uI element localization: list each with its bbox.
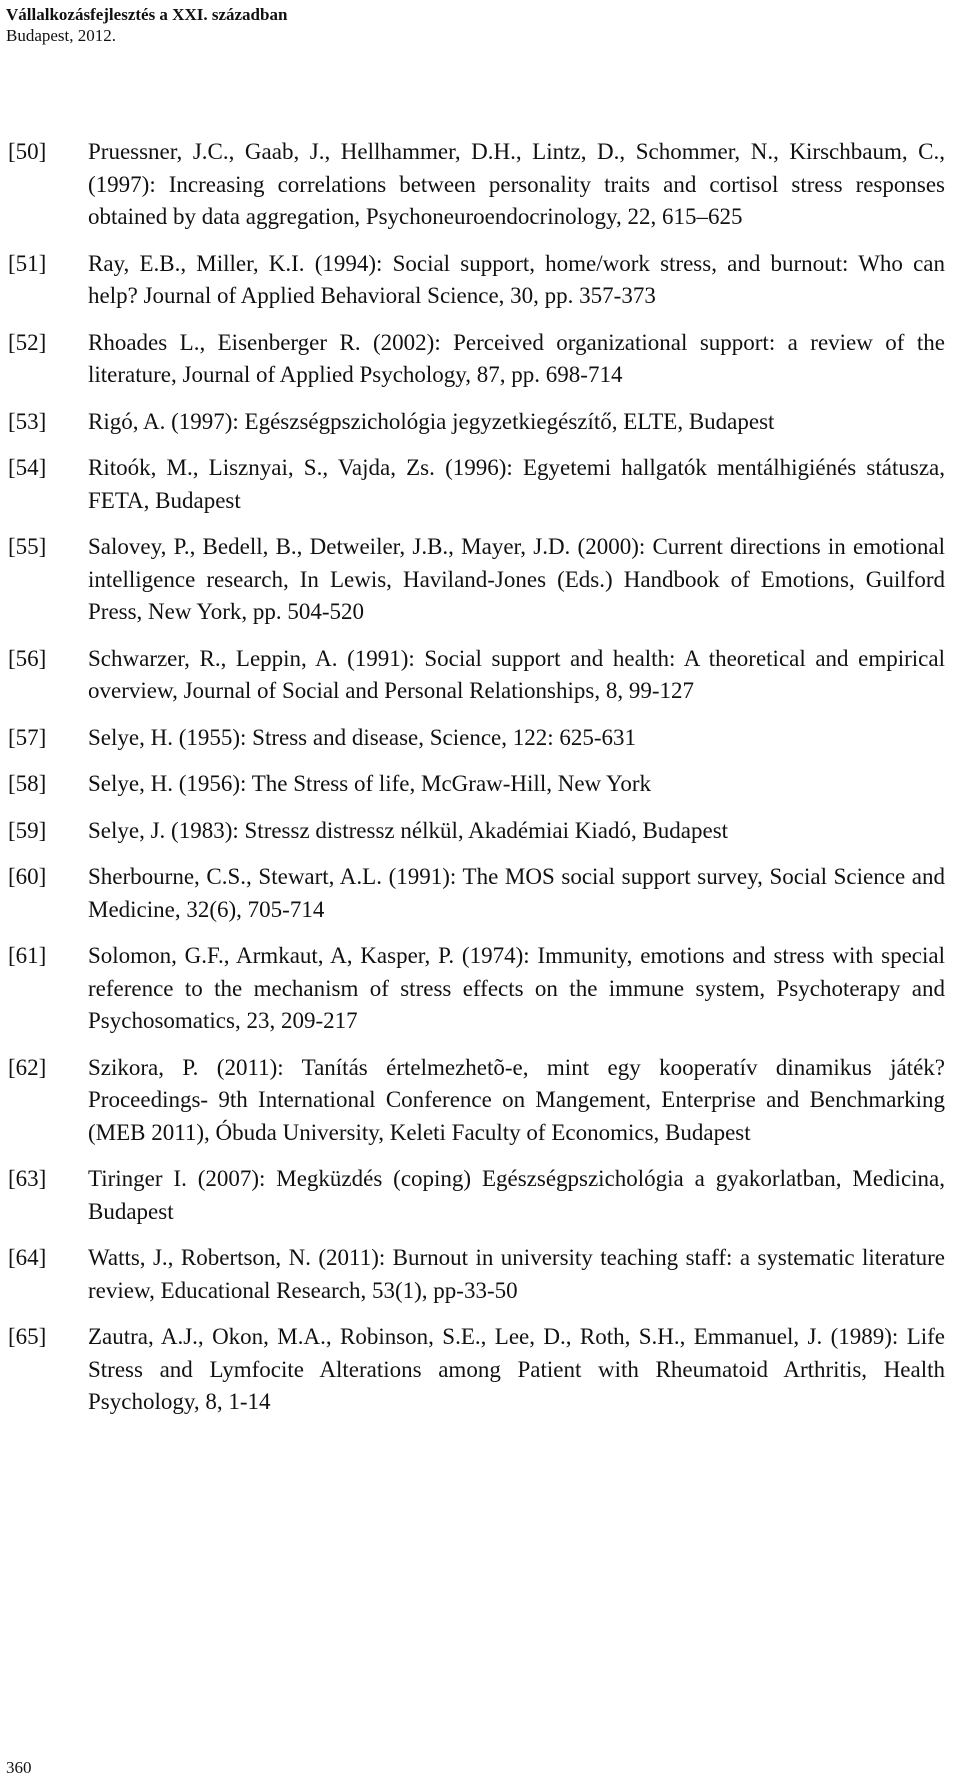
reference-item [8, 1321, 945, 1419]
reference-item [8, 722, 945, 755]
reference-number: [50] [8, 139, 47, 164]
header-title: Vállalkozásfejlesztés a XXI. században [6, 5, 288, 24]
reference-item [8, 940, 945, 1038]
reference-text: Selye, H. (1956): The Stress of life, McGraw-Hill, New York [88, 771, 651, 796]
reference-text: Watts, J., Robertson, N. (2011): Burnout in university teaching staff: a systematic literature review, Educational Research, 53(1), pp-33-50 [88, 1245, 945, 1303]
reference-item [8, 1163, 945, 1228]
reference-item [8, 327, 945, 392]
reference-item [8, 248, 945, 313]
reference-number: [53] [8, 408, 47, 434]
reference-number: [56] [8, 645, 47, 671]
reference-number: [63] [8, 1166, 47, 1191]
reference-number: [54] [8, 455, 47, 480]
reference-item [8, 1052, 945, 1150]
reference-number: [58] [8, 771, 47, 796]
reference-item [8, 768, 945, 801]
reference-text: Solomon, G.F., Armkaut, A, Kasper, P. (1974): Immunity, emotions and stress with special reference to the mechanism of stress effects on the immune system, Psychoterapy and Psychosomatics, 23, 209-217 [88, 943, 945, 1033]
reference-number: [57] [8, 724, 47, 750]
reference-item [8, 531, 945, 629]
reference-item [8, 452, 945, 517]
reference-list [8, 136, 945, 1433]
reference-number: [55] [8, 534, 47, 559]
reference-number: [52] [8, 329, 47, 355]
page-number: 360 [6, 1758, 32, 1777]
reference-text: Szikora, P. (2011): Tanítás értelmezhetõ-e, mint egy kooperatív dinamikus játék? Proceedings- 9th International Conference on Mangement, Enterprise and Benchmarking (MEB 2011), Óbuda University, Keleti Faculty of Economics, Budapest [88, 1054, 945, 1145]
reference-item [8, 815, 945, 848]
reference-item [8, 136, 945, 234]
reference-item [8, 643, 945, 708]
reference-text: Sherbourne, C.S., Stewart, A.L. (1991): The MOS social support survey, Social Science and Medicine, 32(6), 705-714 [88, 864, 945, 922]
reference-number: [64] [8, 1245, 47, 1270]
reference-text: Zautra, A.J., Okon, M.A., Robinson, S.E., Lee, D., Roth, S.H., Emmanuel, J. (1989): Life Stress and Lymfocite Alterations among Patient with Rheumatoid Arthritis, Health Psychology, 8, 1-14 [88, 1324, 945, 1414]
reference-number: [59] [8, 817, 47, 843]
reference-number: [61] [8, 943, 47, 968]
reference-text: Salovey, P., Bedell, B., Detweiler, J.B., Mayer, J.D. (2000): Current directions in emotional intelligence research, In Lewis, Haviland-Jones (Eds.) Handbook of Emotions, Guilford Press, New York, pp. 504-520 [88, 534, 945, 624]
reference-text: Rhoades L., Eisenberger R. (2002): Perceived organizational support: a review of the literature, Journal of Applied Psychology, 87, pp. 698-714 [88, 329, 945, 387]
reference-text: Tiringer I. (2007): Megküzdés (coping) Egészségpszichológia a gyakorlatban, Medicina, Budapest [88, 1166, 945, 1224]
reference-item [8, 406, 945, 439]
running-header [6, 4, 287, 46]
reference-text: Selye, H. (1955): Stress and disease, Science, 122: 625-631 [88, 724, 637, 750]
reference-number: [51] [8, 250, 47, 276]
reference-text: Pruessner, J.C., Gaab, J., Hellhammer, D.H., Lintz, D., Schommer, N., Kirschbaum, C., (1997): Increasing correlations between personality traits and cortisol stress responses obtained by data aggregation, Psychoneuroendocrinology, 22, 615–625 [88, 139, 945, 229]
reference-text: Selye, J. (1983): Stressz distressz nélkül, Akadémiai Kiadó, Budapest [88, 817, 729, 843]
reference-text: Ray, E.B., Miller, K.I. (1994): Social support, home/work stress, and burnout: Who can help? Journal of Applied Behavioral Science, 30, pp. 357-373 [88, 250, 945, 308]
reference-text: Schwarzer, R., Leppin, A. (1991): Social support and health: A theoretical and empirical overview, Journal of Social and Personal Relationships, 8, 99-127 [88, 645, 945, 703]
reference-item [8, 861, 945, 926]
reference-number: [62] [8, 1054, 47, 1080]
header-subtitle: Budapest, 2012. [6, 26, 117, 45]
reference-number: [65] [8, 1324, 47, 1349]
reference-item [8, 1242, 945, 1307]
reference-text: Ritoók, M., Lisznyai, S., Vajda, Zs. (1996): Egyetemi hallgatók mentálhigiénés státusza, FETA, Budapest [88, 455, 945, 513]
reference-number: [60] [8, 864, 47, 889]
reference-text: Rigó, A. (1997): Egészségpszichológia jegyzetkiegészítő, ELTE, Budapest [88, 408, 775, 434]
